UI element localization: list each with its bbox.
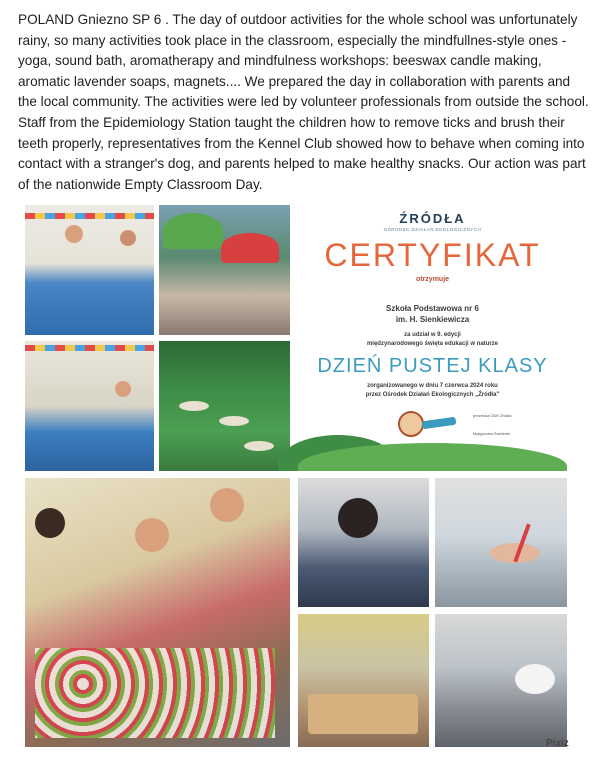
certificate-logo: ŹRÓDŁA	[399, 211, 466, 226]
photo-classroom-workshop	[298, 614, 429, 747]
post-text: POLAND Gniezno SP 6 . The day of outdoor activities for the whole school was unfortunately rainy, so many activities took place in the classroom, especially the mindfullnes-style ones - yoga, sound bath, aromatherapy and mindfulness workshops: beeswax candle making, aromatic lavender soaps, magnets.... We prepared the day in collaboration with parents and the local community. The activities were led by volunteer professionals from outside the school. Staff from the Epidemiology Station taught the children how to remove ticks and brush their teeth properly, representatives from the Kennel Club showed how to behave when coming into contact with a stranger's dog, and parents helped to make healthy snacks. Our action was part of the nationwide Empty Classroom Day.	[18, 12, 589, 192]
certificate-organized-1: zorganizowanego w dniu 7 czerwca 2024 roku	[367, 383, 498, 389]
certificate-logo-subtitle: OŚRODEK DZIAŁAŃ EKOLOGICZNYCH	[383, 227, 482, 232]
photo-first-aid	[298, 478, 429, 607]
photo-yoga-gym	[25, 205, 154, 335]
photo-healthy-snacks	[25, 478, 290, 747]
photo-yoga-class	[25, 341, 154, 471]
certificate-participation-1: za udział w 9. edycji	[404, 332, 461, 338]
certificate-day-name: DZIEŃ PUSTEJ KLASY	[317, 355, 548, 377]
certificate-title: CERTYFIKAT	[324, 237, 541, 273]
certificate	[298, 205, 567, 471]
certificate-telescope-illustration	[422, 417, 457, 430]
photo-sound-bath	[159, 341, 290, 471]
certificate-school-name: Szkoła Podstawowa nr 6	[386, 304, 479, 313]
photo-umbrellas-outdoors	[159, 205, 290, 335]
photo-collage	[25, 205, 567, 747]
photo-dog-club	[435, 614, 567, 747]
certificate-signature-name: Małgorzata Świderek	[473, 431, 511, 436]
pixiz-watermark: Pixiz	[546, 738, 569, 749]
certificate-child-illustration	[398, 411, 424, 437]
certificate-school-patron: im. H. Sienkiewicza	[395, 315, 470, 324]
certificate-received: otrzymuje	[415, 276, 450, 283]
certificate-signature-role: prezeska ODE Źródła	[473, 413, 512, 418]
certificate-participation-2: międzynarodowego święta edukacji w naturze	[366, 341, 499, 347]
certificate-organized-2: przez Ośrodek Działań Ekologicznych „Źródła"	[365, 392, 500, 398]
photo-tick-removal	[435, 478, 567, 607]
